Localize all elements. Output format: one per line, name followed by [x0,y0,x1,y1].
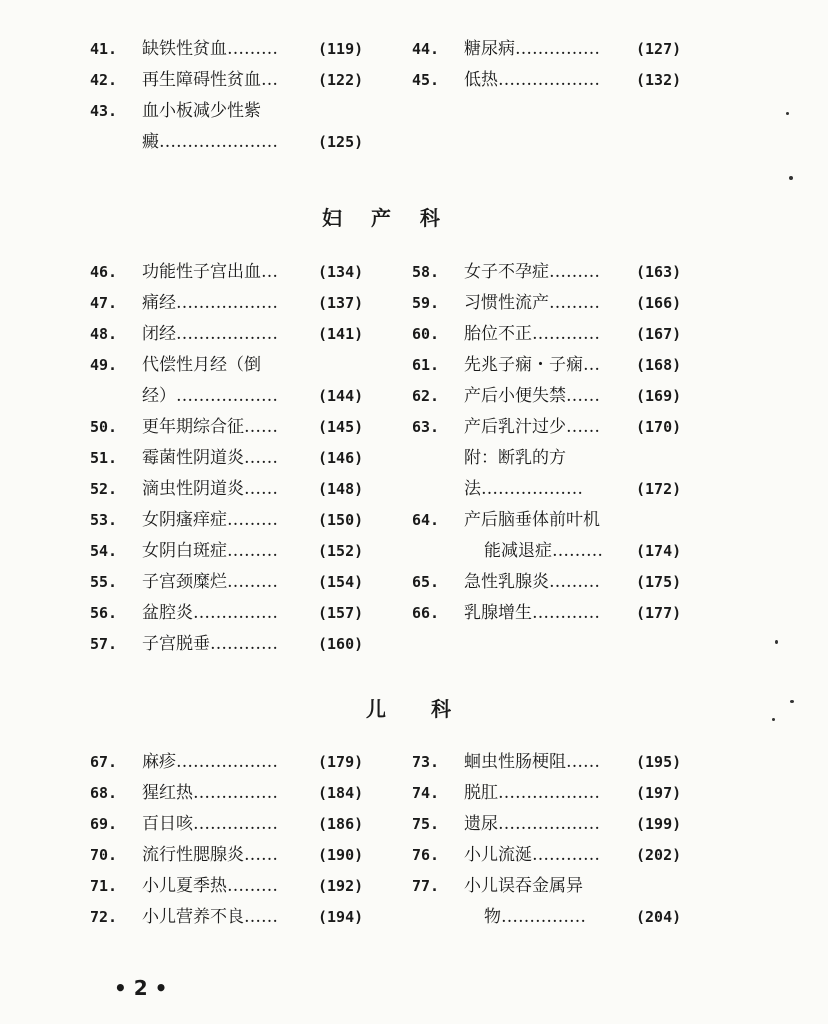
entry-number: 68. [90,784,118,802]
entry-title: 蛔虫性肠梗阻…… [464,752,600,772]
entry-title: 习惯性流产……… [464,293,600,313]
entry-number: 42. [90,71,118,89]
entry-number: 59. [412,294,440,312]
entry-page-number: (154) [318,573,364,591]
entry-number: 47. [90,294,118,312]
gynecology-right-column [412,257,692,629]
entry-title: 先兆子痫・子痫… [464,355,600,375]
entry-title: 滴虫性阴道炎…… [142,479,278,499]
entry-number: 41. [90,40,118,58]
toc-entry[interactable] [412,598,692,629]
entry-title: 痛经……………… [142,293,278,313]
toc-entry[interactable] [412,840,692,871]
entry-title: 百日咳…………… [142,814,278,834]
entry-title: 盆腔炎…………… [142,603,278,623]
entry-page-number: (127) [636,40,682,58]
page-number: • 2 • [114,976,168,1000]
entry-page-number: (202) [636,846,682,864]
toc-entry[interactable] [412,350,692,381]
entry-title: 女阴瘙痒症……… [142,510,278,530]
entry-title: 产后小便失禁…… [464,386,600,406]
entry-number: 60. [412,325,440,343]
toc-entry[interactable] [412,412,692,443]
entry-page-number: (197) [636,784,682,802]
entry-title: 小儿营养不良…… [142,907,278,927]
entry-number: 67. [90,753,118,771]
print-speck [786,112,789,115]
entry-title: 小儿夏季热……… [142,876,278,896]
entry-number: 63. [412,418,440,436]
entry-page-number: (167) [636,325,682,343]
pediatrics-left-column [90,747,370,933]
toc-entry[interactable] [412,288,692,319]
toc-entry[interactable] [412,505,692,536]
toc-entry[interactable] [412,319,692,350]
entry-page-number: (160) [318,635,364,653]
entry-number: 77. [412,877,440,895]
entry-page-number: (152) [318,542,364,560]
entry-number: 69. [90,815,118,833]
entry-title: 经）……………… [142,386,278,406]
entry-title: 癜………………… [142,132,278,152]
toc-entry[interactable] [412,567,692,598]
entry-page-number: (204) [636,908,682,926]
entry-page-number: (194) [318,908,364,926]
entry-number: 51. [90,449,118,467]
entry-page-number: (163) [636,263,682,281]
entry-title: 法……………… [464,479,583,499]
entry-page-number: (145) [318,418,364,436]
toc-entry[interactable] [90,871,370,902]
entry-title: 胎位不正………… [464,324,600,344]
entry-page-number: (166) [636,294,682,312]
toc-entry[interactable] [412,474,692,505]
entry-number: 48. [90,325,118,343]
entry-page-number: (199) [636,815,682,833]
entry-title: 产后乳汁过少…… [464,417,600,437]
entry-number: 54. [90,542,118,560]
top-left-column [90,34,370,158]
toc-entry[interactable] [90,34,370,65]
entry-title: 糖尿病…………… [464,39,600,59]
section-heading-pediatrics: 儿 科 [366,697,451,721]
toc-entry[interactable] [412,443,692,474]
entry-number: 45. [412,71,440,89]
toc-entry[interactable] [90,319,370,350]
entry-title: 物…………… [484,907,586,927]
entry-title: 霉菌性阴道炎…… [142,448,278,468]
entry-number: 75. [412,815,440,833]
entry-page-number: (141) [318,325,364,343]
entry-page-number: (192) [318,877,364,895]
toc-entry[interactable] [90,778,370,809]
toc-entry[interactable] [90,598,370,629]
toc-entry[interactable] [412,809,692,840]
section-heading-gynecology: 妇 产 科 [322,206,440,230]
toc-entry[interactable] [412,381,692,412]
entry-number: 73. [412,753,440,771]
entry-number: 49. [90,356,118,374]
entry-page-number: (177) [636,604,682,622]
entry-page-number: (179) [318,753,364,771]
entry-number: 43. [90,102,118,120]
entry-title: 女阴白斑症……… [142,541,278,561]
entry-page-number: (169) [636,387,682,405]
toc-entry[interactable] [90,127,370,158]
toc-entry[interactable] [90,629,370,660]
entry-page-number: (134) [318,263,364,281]
entry-page-number: (172) [636,480,682,498]
toc-entry[interactable] [90,350,370,381]
entry-number: 57. [90,635,118,653]
entry-number: 55. [90,573,118,591]
entry-number: 62. [412,387,440,405]
entry-title: 乳腺增生………… [464,603,600,623]
toc-entry[interactable] [90,809,370,840]
entry-page-number: (146) [318,449,364,467]
toc-entry[interactable] [90,902,370,933]
entry-page-number: (148) [318,480,364,498]
toc-entry[interactable] [90,840,370,871]
entry-page-number: (186) [318,815,364,833]
toc-entry[interactable] [90,474,370,505]
entry-number: 64. [412,511,440,529]
entry-number: 46. [90,263,118,281]
entry-title: 闭经……………… [142,324,278,344]
entry-page-number: (157) [318,604,364,622]
entry-title: 产后脑垂体前叶机 [464,510,600,530]
entry-number: 56. [90,604,118,622]
entry-page-number: (175) [636,573,682,591]
entry-number: 61. [412,356,440,374]
toc-entry[interactable] [90,412,370,443]
entry-number: 66. [412,604,440,622]
entry-title: 女子不孕症……… [464,262,600,282]
entry-title: 急性乳腺炎……… [464,572,600,592]
entry-number: 65. [412,573,440,591]
toc-entry[interactable] [412,778,692,809]
toc-entry[interactable] [412,871,692,902]
print-speck [789,176,793,180]
entry-number: 52. [90,480,118,498]
entry-page-number: (184) [318,784,364,802]
entry-number: 44. [412,40,440,58]
entry-title: 附：断乳的方 [464,448,566,468]
entry-title: 能减退症……… [484,541,603,561]
entry-number: 72. [90,908,118,926]
toc-entry[interactable] [90,65,370,96]
entry-title: 麻疹……………… [142,752,278,772]
entry-title: 功能性子宫出血… [142,262,278,282]
entry-number: 76. [412,846,440,864]
entry-number: 58. [412,263,440,281]
entry-title: 更年期综合征…… [142,417,278,437]
entry-page-number: (137) [318,294,364,312]
entry-title: 小儿流涎………… [464,845,600,865]
toc-entry[interactable] [412,257,692,288]
entry-title: 低热……………… [464,70,600,90]
toc-entry[interactable] [90,505,370,536]
toc-entry[interactable] [90,747,370,778]
toc-entry[interactable] [90,381,370,412]
entry-page-number: (122) [318,71,364,89]
entry-page-number: (168) [636,356,682,374]
entry-title: 缺铁性贫血……… [142,39,278,59]
print-speck [772,718,775,721]
print-speck [775,640,778,644]
toc-entry[interactable] [412,65,692,96]
toc-entry[interactable] [90,257,370,288]
toc-entry[interactable] [412,34,692,65]
entry-page-number: (132) [636,71,682,89]
entry-title: 血小板减少性紫 [142,101,261,121]
entry-number: 53. [90,511,118,529]
toc-entry[interactable] [90,96,370,127]
entry-number: 50. [90,418,118,436]
gynecology-left-column [90,257,370,660]
entry-page-number: (119) [318,40,364,58]
entry-title: 遗尿……………… [464,814,600,834]
toc-entry[interactable] [412,536,692,567]
entry-page-number: (170) [636,418,682,436]
toc-entry[interactable] [412,902,692,933]
entry-page-number: (150) [318,511,364,529]
entry-title: 脱肛……………… [464,783,600,803]
entry-title: 流行性腮腺炎…… [142,845,278,865]
entry-page-number: (190) [318,846,364,864]
entry-number: 71. [90,877,118,895]
toc-entry[interactable] [90,443,370,474]
pediatrics-right-column [412,747,692,933]
entry-title: 代偿性月经（倒 [142,355,261,375]
entry-page-number: (174) [636,542,682,560]
toc-entry[interactable] [412,747,692,778]
entry-title: 再生障碍性贫血… [142,70,278,90]
toc-entry[interactable] [90,536,370,567]
entry-number: 70. [90,846,118,864]
entry-title: 子宫颈糜烂……… [142,572,278,592]
entry-page-number: (195) [636,753,682,771]
entry-title: 猩红热…………… [142,783,278,803]
toc-entry[interactable] [90,288,370,319]
entry-page-number: (144) [318,387,364,405]
print-speck [790,700,794,703]
entry-title: 小儿误吞金属异 [464,876,583,896]
entry-number: 74. [412,784,440,802]
entry-page-number: (125) [318,133,364,151]
top-right-column [412,34,692,96]
entry-title: 子宫脱垂………… [142,634,278,654]
toc-entry[interactable] [90,567,370,598]
